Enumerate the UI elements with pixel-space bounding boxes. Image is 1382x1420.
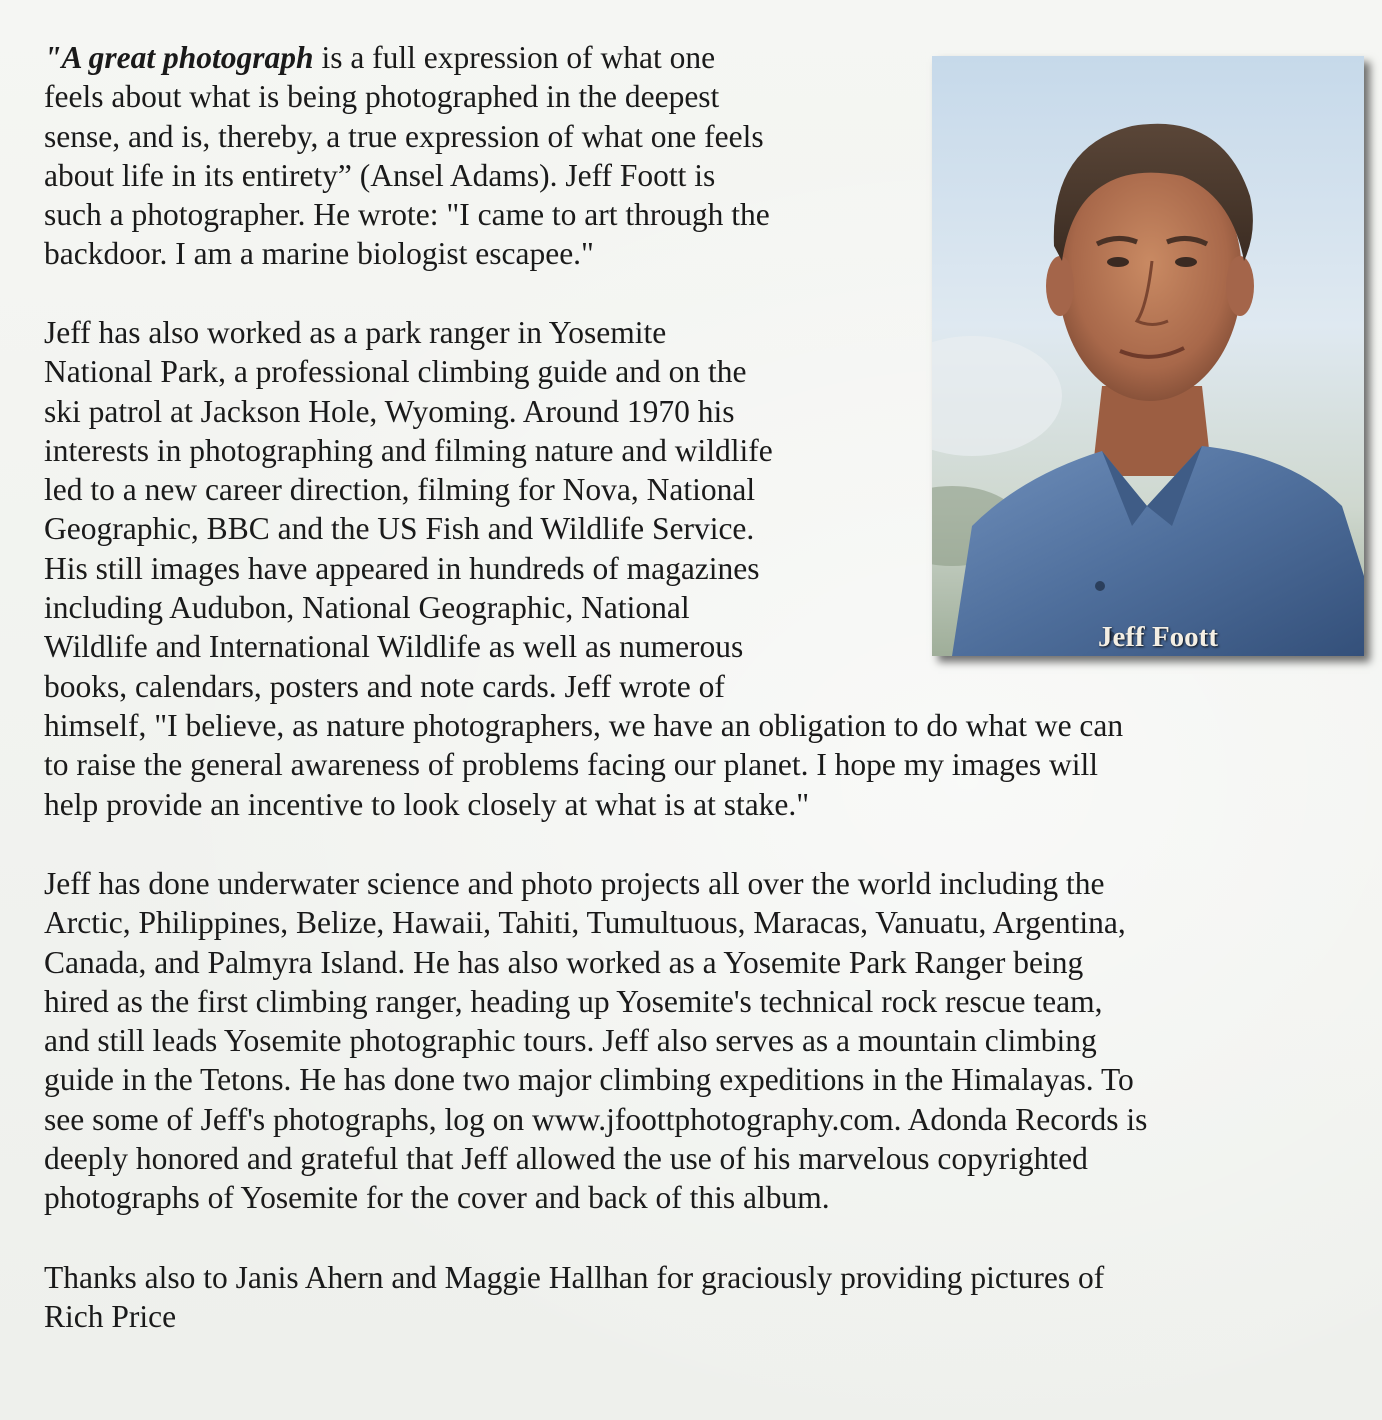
portrait-photo [932, 56, 1364, 656]
text-line: Jeff has done underwater science and photo projects all over the world including the [44, 866, 1105, 901]
text-line: led to a new career direction, filming for Nova, National [44, 472, 756, 508]
text-line: photographs of Yosemite for the cover and back of this album. [44, 1180, 830, 1216]
text-line: backdoor. I am a marine biologist escapee." [44, 236, 594, 272]
paragraph-projects [44, 864, 1147, 1218]
text-line: interests in photographing and filming nature and wildlife [44, 432, 773, 468]
text-line: Arctic, Philippines, Belize, Hawaii, Tahiti, Tumultuous, Maracas, Vanuatu, Argentina, [44, 905, 1126, 941]
text-line: National Park, a professional climbing guide and on the [44, 354, 747, 390]
text-line: feels about what is being photographed in the deepest [44, 79, 720, 115]
text-line: Wildlife and International Wildlife as well as numerous [44, 629, 744, 665]
quote-line-rest: is a full expression of what one [313, 40, 716, 75]
text-line: see some of Jeff's photographs, log on www.jfoottphotography.com. Adonda Records is [44, 1101, 1148, 1137]
text-line: deeply honored and grateful that Jeff allowed the use of his marvelous copyrighted [44, 1141, 1088, 1177]
text-line: ski patrol at Jackson Hole, Wyoming. Around 1970 his [44, 393, 735, 429]
text-line: to raise the general awareness of problems facing our planet. I hope my images will [44, 747, 1099, 783]
text-line: Canada, and Palmyra Island. He has also worked as a Yosemite Park Ranger being [44, 944, 1084, 980]
text-line: Thanks also to Janis Ahern and Maggie Hallhan for graciously providing pictures of [44, 1260, 1105, 1295]
text-line: hired as the first climbing ranger, heading up Yosemite's technical rock rescue team, [44, 983, 1103, 1019]
paragraph-ansel-adams-quote [44, 38, 770, 274]
text-line [44, 38, 770, 77]
portrait-illustration [932, 56, 1364, 656]
text-line: help provide an incentive to look closely at what is at stake." [44, 786, 810, 822]
text-line: sense, and is, thereby, a true expression of what one feels [44, 118, 764, 154]
text-line: including Audubon, National Geographic, National [44, 590, 690, 626]
quote-lead-emphasis: "A great photograph [44, 40, 314, 75]
text-line: Jeff has also worked as a park ranger in Yosemite [44, 315, 667, 350]
text-line: His still images have appeared in hundreds of magazines [44, 550, 760, 586]
paragraph-thanks [44, 1258, 1104, 1337]
text-line: himself, "I believe, as nature photographers, we have an obligation to do what we can [44, 707, 1124, 743]
text-line: and still leads Yosemite photographic tours. Jeff also serves as a mountain climbing [44, 1023, 1097, 1059]
text-line: Geographic, BBC and the US Fish and Wildlife Service. [44, 511, 755, 547]
photo-caption: Jeff Foott [1098, 621, 1218, 653]
text-line: books, calendars, posters and note cards. Jeff wrote of [44, 668, 725, 704]
text-line: such a photographer. He wrote: "I came to art through the [44, 197, 770, 233]
text-line: about life in its entirety” (Ansel Adams). Jeff Foott is [44, 157, 716, 193]
text-line: guide in the Tetons. He has done two major climbing expeditions in the Himalayas. To [44, 1062, 1134, 1098]
text-line: Rich Price [44, 1299, 177, 1335]
